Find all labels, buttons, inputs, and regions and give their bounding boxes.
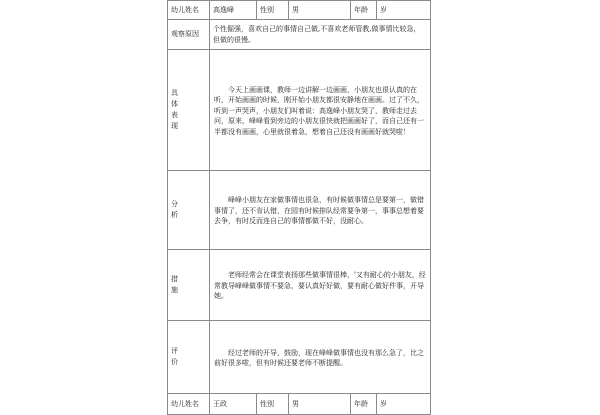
name-value: 高逸峰 — [210, 1, 257, 20]
measures-row — [168, 250, 431, 321]
evaluation-row — [168, 321, 431, 394]
detail-label-char: 现 — [171, 122, 178, 130]
detail-label-char: 体 — [171, 100, 178, 108]
observation-table — [167, 0, 431, 415]
reason-text: 个性倔强，喜欢自己的事情自己做,不喜欢老师管教,做事情比较急，但做的很慢。 — [210, 20, 431, 50]
detail-row — [168, 50, 431, 171]
evaluation-label — [168, 321, 210, 394]
evaluation-label-char: 价 — [171, 358, 178, 366]
footer-gender-value: 男 — [289, 394, 351, 415]
footer-age-label: 年龄 — [351, 394, 377, 415]
analysis-row — [168, 171, 431, 250]
reason-row — [168, 20, 431, 50]
measures-label — [168, 250, 210, 321]
measures-label-char: 措 — [171, 275, 178, 283]
measures-text: 老师经常会在课堂表扬那些做事情很棒，'又有耐心的小朋友，经常教导峰峰做事情不要急，要认真好好做，要有耐心做好件事，开导她。 — [210, 250, 431, 321]
gender-label: 性别 — [257, 1, 289, 20]
reason-label: 观察原因 — [168, 20, 210, 50]
analysis-label-char: 析 — [171, 211, 178, 219]
footer-age-value: 岁 — [377, 394, 431, 415]
footer-row — [168, 394, 431, 415]
footer-name-label: 幼儿姓名 — [168, 394, 210, 415]
name-label: 幼儿姓名 — [168, 1, 210, 20]
analysis-text: 峰峰小朋友在家做事情也很急，有时候做事情总是要第一，做错事情了，还不肯认错，在园有时候排队经常要争第一，事事总想着要去争，有时反而连自己的事情都做不好，没耐心。 — [210, 171, 431, 250]
age-label: 年龄 — [351, 1, 377, 20]
footer-name-value: 王政 — [210, 394, 257, 415]
analysis-label-char: 分 — [171, 200, 178, 208]
detail-text: 今天上画画课，教师一边讲解一边画画，小朋友也很认真的在听，开始画画的时候，刚开始小朋友都很安静地在画画。过了不久，听到一声哭声，小朋友们叫着说：高逸峰小朋友哭了，教师走过去问，原来，峰峰看到旁边的小朋友很快就把画画好了，而自己还有一半都没有画画，心里就很着急，想着自己还没有画画好就哭啦！ — [210, 50, 431, 171]
detail-label-char: 表 — [171, 111, 178, 119]
evaluation-text: 经过老师的开导，鼓励，现在峰峰做事情也没有那么急了，比之前好很多啦，但有时候还要老师不断提醒。 — [210, 321, 431, 394]
detail-label-char: 具 — [171, 89, 178, 97]
observation-record-sheet — [167, 0, 430, 408]
evaluation-label-char: 评 — [171, 347, 178, 355]
detail-label — [168, 50, 210, 171]
gender-value: 男 — [289, 1, 351, 20]
measures-label-char: 施 — [171, 286, 178, 294]
header-row — [168, 1, 431, 20]
age-value: 岁 — [377, 1, 431, 20]
footer-gender-label: 性别 — [257, 394, 289, 415]
analysis-label — [168, 171, 210, 250]
